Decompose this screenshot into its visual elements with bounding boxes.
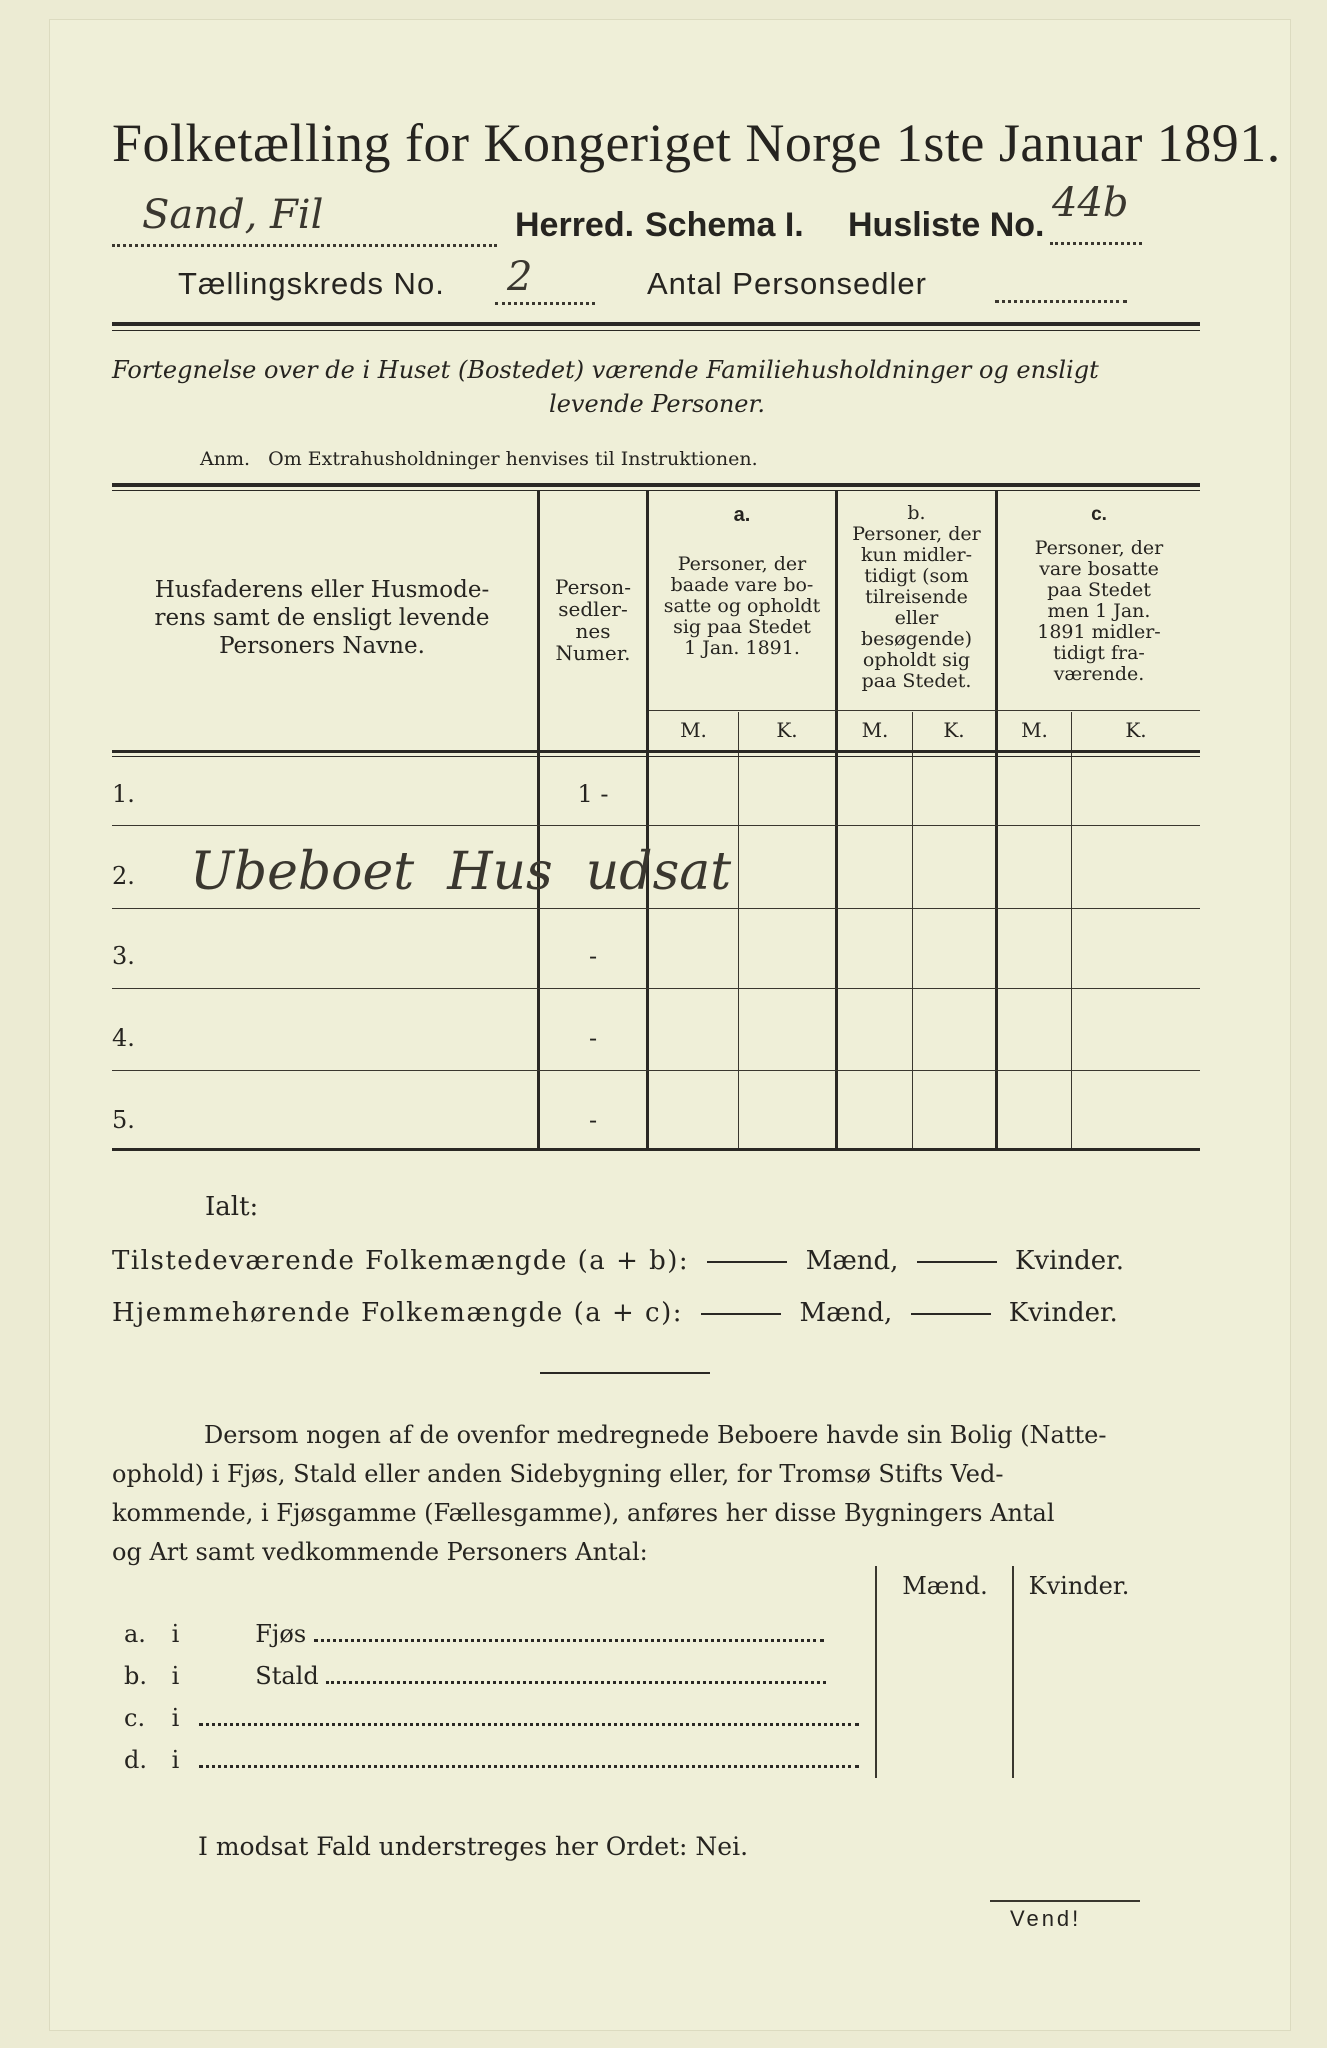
building-item-d: [124, 1746, 864, 1774]
husliste-label: Husliste No.: [848, 206, 1045, 244]
building-item-c: [124, 1704, 864, 1732]
building-item-d-i: i: [171, 1746, 180, 1774]
header-c-letter: c.: [1091, 504, 1107, 525]
building-item-c-dots: [199, 1723, 859, 1726]
building-item-b-label: Stald: [255, 1662, 319, 1690]
table-top-rule: [112, 483, 1200, 487]
header-names-line-1: Husfaderens eller Husmode-: [154, 577, 490, 603]
header-b-line-2: kun midler-: [860, 544, 973, 566]
building-item-a-letter: a.: [124, 1620, 146, 1648]
buildings-line-4: og Art samt vedkommende Personers Antal:: [112, 1538, 648, 1566]
kreds-handwritten: 2: [507, 254, 533, 300]
totals-line-2: [112, 1298, 1200, 1328]
totals-line-1-maend-blank: [707, 1261, 787, 1263]
building-item-a-dots: [314, 1639, 824, 1642]
header-a-line-2: baade vare bo-: [670, 574, 814, 596]
row-3-number: 3.: [112, 942, 135, 970]
header-body-rule: [112, 750, 1200, 753]
header-a-line-5: 1 Jan. 1891.: [684, 637, 800, 659]
header-b: [838, 524, 995, 692]
header-c-line-3: paa Stedet: [1047, 579, 1151, 601]
header-b-line-8: paa Stedet.: [861, 670, 972, 692]
husliste-handwritten: 44b: [1052, 180, 1129, 226]
building-item-b-letter: b.: [124, 1662, 147, 1690]
building-item-b: [124, 1662, 864, 1690]
header-b-line-3: tidigt (som: [864, 565, 969, 587]
header-c-line-5: 1891 midler-: [1037, 621, 1161, 643]
totals-line-2-label: Hjemmehørende Folkemængde (a + c):: [112, 1298, 683, 1328]
header-persnum-line-4: Numer.: [555, 641, 631, 665]
header-a-line-4: sig paa Stedet: [673, 616, 811, 638]
totals-line-2-maend-blank: [701, 1313, 781, 1315]
header-rule-thick: [112, 322, 1200, 326]
header-b-line-6: besøgende): [860, 628, 973, 650]
mk-c-m: M.: [1021, 718, 1048, 742]
totals-line-2-kvinder: Kvinder.: [1008, 1298, 1118, 1328]
anm-note: Anm. Om Extrahusholdninger henvises til Instruktionen.: [200, 448, 758, 470]
kreds-field: [495, 254, 595, 305]
section-divider: [540, 1372, 710, 1374]
buildings-paragraph: [112, 1416, 1202, 1572]
header-names-line-3: Personers Navne.: [219, 633, 425, 659]
vend-label: Vend!: [1010, 1906, 1082, 1931]
header-c-line-1: Personer, der: [1034, 537, 1164, 559]
col-divider-c-mk: [1071, 712, 1072, 1150]
mk-b-k: K.: [943, 718, 965, 742]
header-persnum-line-2: sedler-: [558, 597, 628, 621]
row-2-handwritten: Ubeboet Hus udsat: [190, 842, 732, 902]
header-c-line-7: værende.: [1053, 663, 1145, 685]
header-body-rule-thin: [112, 756, 1200, 757]
header-c-line-2: vare bosatte: [1039, 558, 1159, 580]
row-4-number: 4.: [112, 1024, 135, 1052]
buildings-line-1: Dersom nogen af de ovenfor medregnede Beboere havde sin Bolig (Natte-: [204, 1421, 1107, 1449]
totals-line-1-kvinder-blank: [917, 1261, 997, 1263]
row-4-persnum: -: [588, 1024, 598, 1052]
header-a: [649, 554, 835, 659]
building-item-b-dots: [326, 1681, 826, 1684]
row-1-number: 1.: [112, 780, 135, 808]
header-a-line-3: satte og opholdt: [663, 595, 821, 617]
mk-a-k: K.: [776, 718, 798, 742]
vend-rule: [990, 1900, 1140, 1902]
building-item-b-i: i: [171, 1662, 180, 1690]
totals-line-1-maend: Mænd,: [805, 1246, 899, 1276]
table-bottom-rule: [112, 1148, 1200, 1151]
buildings-line-2: ophold) i Fjøs, Stald eller anden Sidebygning eller, for Tromsø Stifts Ved-: [112, 1460, 1004, 1488]
header-b-line-7: opholdt sig: [862, 649, 971, 671]
row-1-rule: [112, 825, 1200, 826]
header-persnum-line-3: nes: [575, 619, 611, 643]
row-2-number: 2.: [112, 862, 135, 890]
building-item-d-dots: [199, 1765, 859, 1768]
census-form: [50, 20, 1290, 2030]
row-2-rule: [112, 908, 1200, 909]
col-divider-b-mk: [912, 712, 913, 1150]
header-c: [998, 538, 1200, 685]
row-5-number: 5.: [112, 1106, 135, 1134]
row-4-rule: [112, 1070, 1200, 1071]
header-names-line-2: rens samt de ensligt levende: [154, 605, 490, 631]
personsedler-field: [995, 270, 1127, 303]
buildings-col-maend: Mænd.: [902, 1572, 988, 1600]
herred-field: [112, 192, 497, 247]
mk-c-k: K.: [1125, 718, 1147, 742]
ialt-label: Ialt:: [205, 1192, 259, 1222]
row-3-persnum: -: [588, 942, 598, 970]
header-persnum: [540, 576, 646, 664]
herred-label: Herred.: [515, 206, 635, 244]
building-item-c-i: i: [171, 1704, 180, 1732]
building-item-a-i: i: [171, 1620, 180, 1648]
building-item-a-label: Fjøs: [255, 1620, 307, 1648]
building-item-d-letter: d.: [124, 1746, 147, 1774]
building-item-c-letter: c.: [124, 1704, 146, 1732]
nei-line: I modsat Fald understreges her Ordet: Nei.: [198, 1832, 749, 1861]
header-b-letter: b.: [907, 502, 926, 524]
table-top-rule-thin: [112, 490, 1200, 491]
row-5-persnum: -: [588, 1106, 598, 1134]
header-b-line-5: eller: [894, 607, 939, 629]
col-divider-a-mk: [738, 712, 739, 1150]
totals-line-1: [112, 1246, 1200, 1276]
totals-line-1-kvinder: Kvinder.: [1014, 1246, 1125, 1276]
totals-line-1-label: Tilstedeværende Folkemængde (a + b):: [112, 1246, 690, 1276]
header-a-letter: a.: [733, 504, 751, 526]
header-persnum-line-1: Person-: [555, 575, 631, 599]
building-item-a: [124, 1620, 864, 1648]
mk-top-rule: [649, 710, 1200, 711]
totals-line-2-maend: Mænd,: [799, 1298, 893, 1328]
header-names: [112, 576, 532, 660]
kreds-label: Tællingskreds No.: [178, 266, 445, 301]
mk-b-m: M.: [861, 718, 889, 742]
header-c-line-6: tidigt fra-: [1053, 642, 1145, 664]
totals-line-2-kvinder-blank: [911, 1313, 991, 1315]
buildings-col-kvinder: Kvinder.: [1028, 1572, 1130, 1600]
header-rule-thin: [112, 330, 1200, 331]
personsedler-label: Antal Personsedler: [647, 266, 927, 301]
intro-line-2: levende Personer.: [549, 390, 765, 418]
header-a-line-1: Personer, der: [677, 553, 807, 575]
row-1-persnum: 1 -: [577, 780, 609, 808]
intro-line-1: Fortegnelse over de i Huset (Bostedet) værende Familiehusholdninger og ensligt: [112, 356, 1099, 384]
buildings-col-divider-1: [875, 1566, 877, 1778]
row-3-rule: [112, 988, 1200, 989]
header-b-line-1: Personer, der: [852, 523, 981, 545]
header-c-line-4: men 1 Jan.: [1047, 600, 1151, 622]
herred-handwritten: Sand, Fil: [142, 192, 324, 238]
mk-a-m: M.: [680, 718, 707, 742]
form-title: Folketælling for Kongeriget Norge 1ste Januar 1891.: [112, 113, 1281, 173]
buildings-line-3: kommende, i Fjøsgamme (Fællesgamme), anføres her disse Bygningers Antal: [112, 1499, 1055, 1527]
header-b-line-4: tilreisende: [865, 586, 968, 608]
husliste-field: [1050, 180, 1142, 245]
schema-label: Schema I.: [645, 206, 804, 244]
